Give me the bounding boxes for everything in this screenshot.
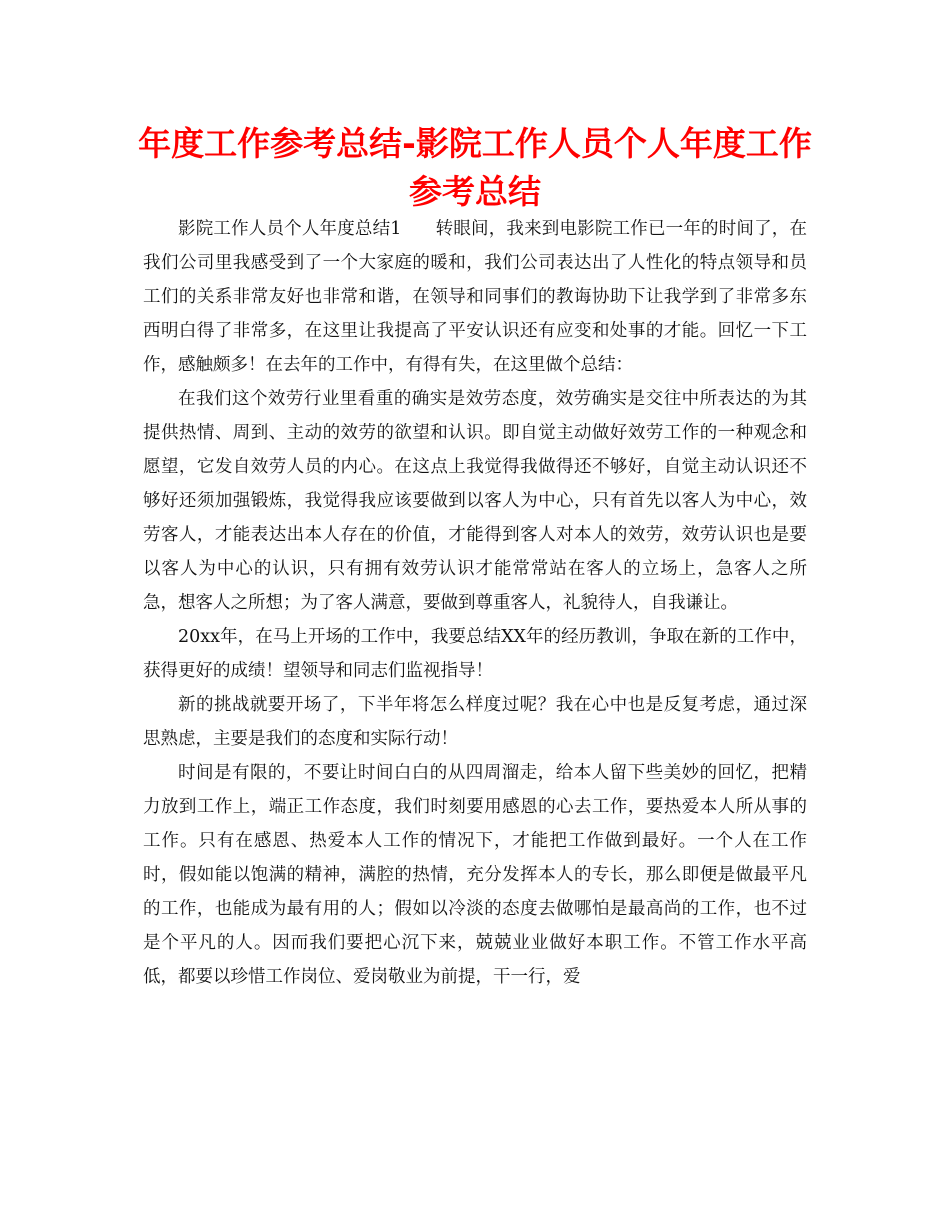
document-title: 年度工作参考总结-影院工作人员个人年度工作参考总结 [138, 124, 812, 211]
section-heading: 影院工作人员个人年度总结1 [178, 219, 402, 239]
paragraph-1-text: 转眼间，我来到电影院工作已一年的时间了，在我们公司里我感受到了一个大家庭的暖和，我们公司表达出了人性化的特点领导和员工们的关系非常友好也非常和谐，在领导和同事们的教诲协助下让我学到了非常多东西明白得了非常多，在这里让我提高了平安认识还有应变和处事的才能。回忆一下工作，感触颇多！在去年的工作中，有得有失，在这里做个总结： [143, 219, 807, 375]
paragraph-4: 新的挑战就要开场了，下半年将怎么样度过呢？我在心中也是反复考虑，通过深思熟虑，主要是我们的态度和实际行动！ [143, 695, 807, 749]
paragraph-1 [143, 212, 807, 382]
paragraph-5: 时间是有限的，不要让时间白白的从四周溜走，给本人留下些美妙的回忆，把精力放到工作上，端正工作态度，我们时刻要用感恩的心去工作，要热爱本人所从事的工作。只有在感恩、热爱本人工作的情况下，才能把工作做到最好。一个人在工作时，假如能以饱满的精神，满腔的热情，充分发挥本人的专长，那么即便是做最平凡的工作，也能成为最有用的人；假如以冷淡的态度去做哪怕是最高尚的工作，也不过是个平凡的人。因而我们要把心沉下来，兢兢业业做好本职工作。不管工作水平高低，都要以珍惜工作岗位、爱岗敬业为前提，干一行，爱 [143, 763, 807, 987]
paragraph-2: 在我们这个效劳行业里看重的确实是效劳态度，效劳确实是交往中所表达的为其提供热情、周到、主动的效劳的欲望和认识。即自觉主动做好效劳工作的一种观念和愿望，它发自效劳人员的内心。在这点上我觉得我做得还不够好，自觉主动认识还不够好还须加强锻炼，我觉得我应该要做到以客人为中心，只有首先以客人为中心，效劳客人，才能表达出本人存在的价值，才能得到客人对本人的效劳，效劳认识也是要以客人为中心的认识，只有拥有效劳认识才能常常站在客人的立场上，急客人之所急，想客人之所想；为了客人满意，要做到尊重客人，礼貌待人，自我谦让。 [143, 389, 807, 613]
paragraph-3: 20xx年，在马上开场的工作中，我要总结XX年的经历教训，争取在新的工作中，获得更好的成绩！望领导和同志们监视指导！ [143, 627, 807, 681]
document-body [143, 212, 807, 994]
